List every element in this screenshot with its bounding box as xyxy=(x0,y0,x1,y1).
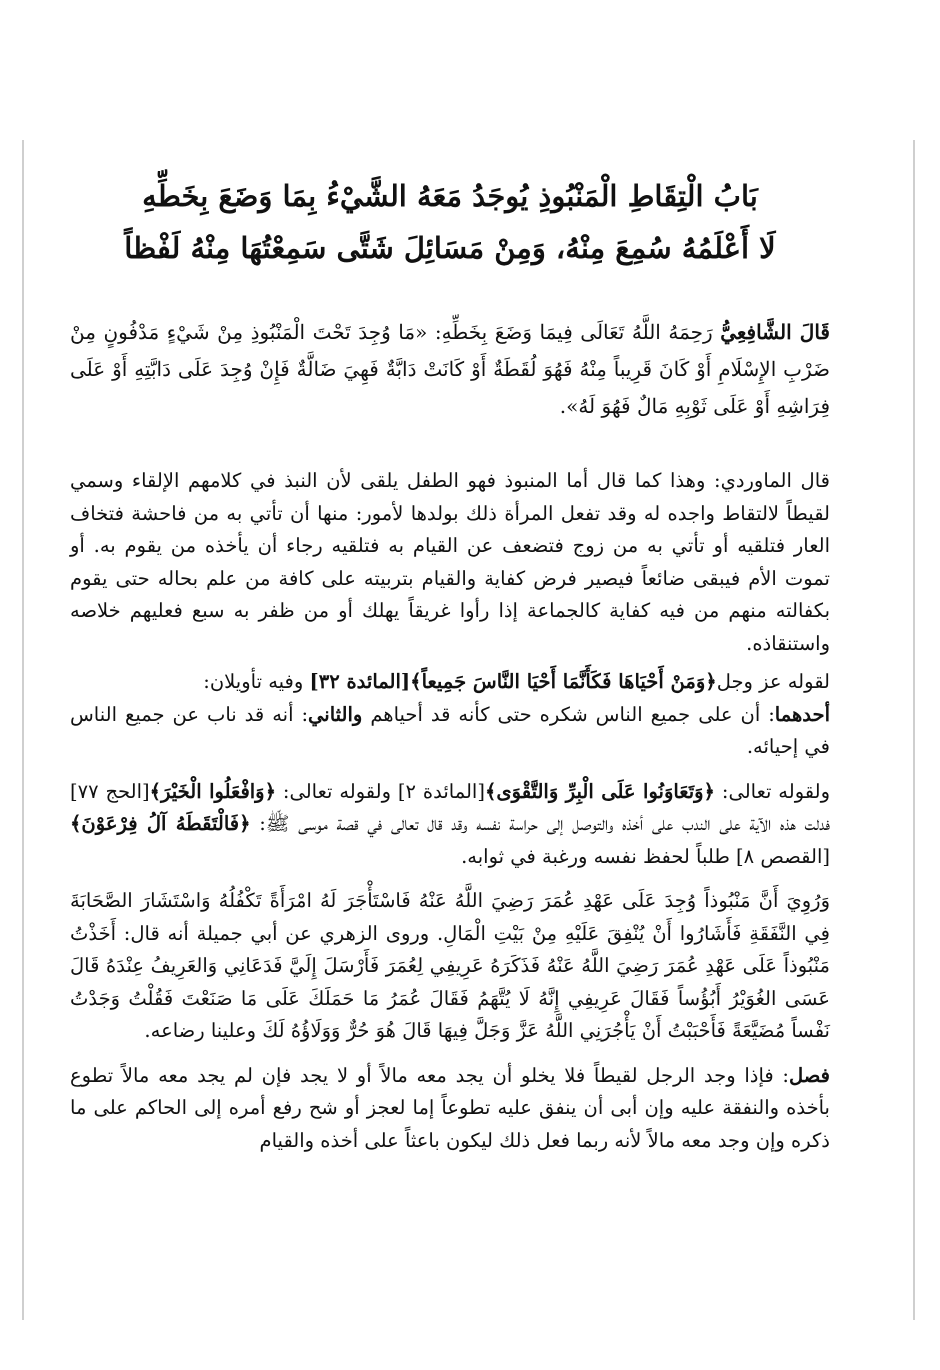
first-interpretation-text: : أن على جميع الناس شكره حتى كأنه قد أحياهم xyxy=(362,702,775,726)
verse-reference: [المائدة ٢] ولقوله تعالى: xyxy=(276,779,485,803)
p2-start: لقوله عز وجل xyxy=(716,670,830,693)
quran-verse: ﴿وَافْعَلُوا الْخَيْرَ﴾ xyxy=(149,779,277,803)
quran-verse: ﴿وَمَنْ أَحْيَاهَا فَكَأَنَّمَا أَحْيَا النَّاسَ جَمِيعاً﴾ xyxy=(410,670,717,693)
chapter-title-line-2: لَا أَعْلَمُهُ سُمِعَ مِنْهُ، وَمِنْ مَسَائِلَ شَتَّى سَمِعْتُهَا مِنْهُ لَفْظاً xyxy=(124,231,776,265)
paragraph-mawardi: قال الماوردي: وهذا كما قال أما المنبوذ فهو الطفل يلقى لأن النبذ في كلامهم الإلقاء وسمي لقيطاً لالتقاط واجده له وقد تفعل المرأة ذلك بولدها لأمور: منها أن تأتي به من فاحشة فتخاف العار فتلقيه أو تأتي به من زوج فتضعف عن القيام به فتلقيه رجاء أن يأخذه من يقوم به. أو تموت الأم فيبقى ضائعاً فيصير فرض كفاية والقيام بتربيته على كافة من علم بحاله حتى يقوم بكفالته منهم من فيه كفاية كالجماعة إذا رأوا غريقاً يهلك أو من ظفر به سبع فعليهم خلاصه واستنقاذه. xyxy=(70,469,830,655)
shafii-lead: قَالَ الشَّافِعِيُّ xyxy=(720,320,830,344)
chapter-title-line-1: بَابُ الْتِقَاطِ الْمَنْبُوذِ يُوجَدُ مَعَهُ الشَّيْءُ بِمَا وَضَعَ بِخَطِّهِ xyxy=(142,179,758,213)
p4-start: ولقوله تعالى: xyxy=(714,779,830,803)
p2-tail: وفيه تأويلان: xyxy=(203,670,310,693)
quran-verse: ﴿وَتَعَاوَنُوا عَلَى الْبِرِّ وَالتَّقْوَى﴾ xyxy=(484,779,715,803)
paragraph-verses-2 xyxy=(70,776,830,874)
verse-reference: [المائدة ٣٢] xyxy=(309,670,411,693)
right-margin-rule xyxy=(913,140,915,1320)
paragraph-interpretations xyxy=(70,699,830,764)
shafii-body: رَحِمَهُ اللَّهُ تَعَالَى فِيمَا وَضَعَ بِخَطِّهِ: «مَا وُجِدَ تَحْتَ الْمَنْبُوذِ مِنْ شَيْءٍ مَدْفُونٍ مِنْ ضَرْبِ الإِسْلَامِ أَوْ كَانَ قَرِيباً مِنْهُ فَهُوَ لُقَطَةٌ أَوْ كَانَتْ دَابَّةٌ فَهِيَ ضَالَّةٌ فَإِنْ وُجِدَ عَلَى دَابَّتِهِ أَوْ عَلَى فِرَاشِهِ أَوْ عَلَى ثَوْبِهِ مَالٌ فَهُوَ لَهُ». xyxy=(70,320,830,418)
quran-verse: ﴿فَالْتَقَطَهُ آلُ فِرْعَوْنَ﴾ xyxy=(70,812,251,835)
shafii-text xyxy=(70,314,830,425)
verse-reference: [الحج ٧٧] فدلت هذه الآية على الندب على أخذه والتوصل إلى حراسة نفسه وقد قال تعالى في قصة موسى ﷺ: xyxy=(70,779,830,835)
second-interpretation-lead: والثاني xyxy=(308,702,363,726)
paragraph-hadith: وَرُوِيَ أَنَّ مَنْبُوذاً وُجِدَ عَلَى عَهْدِ عُمَرَ رَضِيَ اللَّهُ عَنْهُ فَاسْتَأْجَرَ لَهُ امْرَأَةً تَكْفُلُهُ وَاسْتَشَارَ الصَّحَابَةَ فِي النَّفَقَةِ فَأَشَارُوا أَنْ يُنْفِقَ عَلَيْهِ مِنْ بَيْتِ الْمَالِ. وروى الزهري عن أبي جميلة أنه قال: أَخَذْتُ مَنْبُوذاً عَلَى عَهْدِ عُمَرَ رَضِيَ اللَّهُ عَنْهُ فَذَكَرَهُ عَرِيفِي لِعُمَرَ فَأَرْسَلَ إِلَيَّ فَدَعَانِي وَالعَرِيفُ عِنْدَهُ قَالَ عَسَى الغُوَيْرُ أَبُؤُساً فَقَالَ عَرِيفِي إِنَّهُ لَا يُتَّهَمُ فَقَالَ عُمَرُ مَا حَمَلَكَ عَلَى مَا صَنَعْتَ فَقُلْتُ وَجَدْتُ نَفْساً مُضَيَّعَةً فَأَحْبَبْتُ أَنْ يَأْجُرَنِي اللَّهُ عَزَّ وَجَلَّ فِيهَا قَالَ هُوَ حُرٌّ وَوَلَاؤُهُ لَكَ وعلينا رضاعه. xyxy=(70,889,830,1042)
chapter-title xyxy=(70,170,830,274)
fasl-heading: فصل xyxy=(789,1063,830,1087)
paragraph-verse-1 xyxy=(70,666,830,699)
paragraph-fasl xyxy=(70,1060,830,1158)
first-interpretation-lead: أحدهما xyxy=(774,702,831,726)
fasl-body: : فإذا وجد الرجل لقيطاً فلا يخلو أن يجد معه مالاً أو لا يجد فإن لم يجد معه مالاً تطوع بأخذه والنفقة عليه وإن أبى أن ينفق عليه تطوعاً إما لعجز أو شح رفع أمره إلى الحاكم على ما ذكره وإن وجد معه مالاً لأنه ربما فعل ذلك ليكون باعثاً على أخذه والقيام xyxy=(70,1063,830,1152)
verse-reference: [القصص ٨] طلباً لحفظ نفسه ورغبة في ثوابه. xyxy=(461,844,830,868)
second-interpretation-text: : أنه قد ناب عن جميع الناس في إحيائه. xyxy=(70,702,830,758)
page-body xyxy=(70,170,830,1157)
left-margin-rule xyxy=(22,140,24,1320)
